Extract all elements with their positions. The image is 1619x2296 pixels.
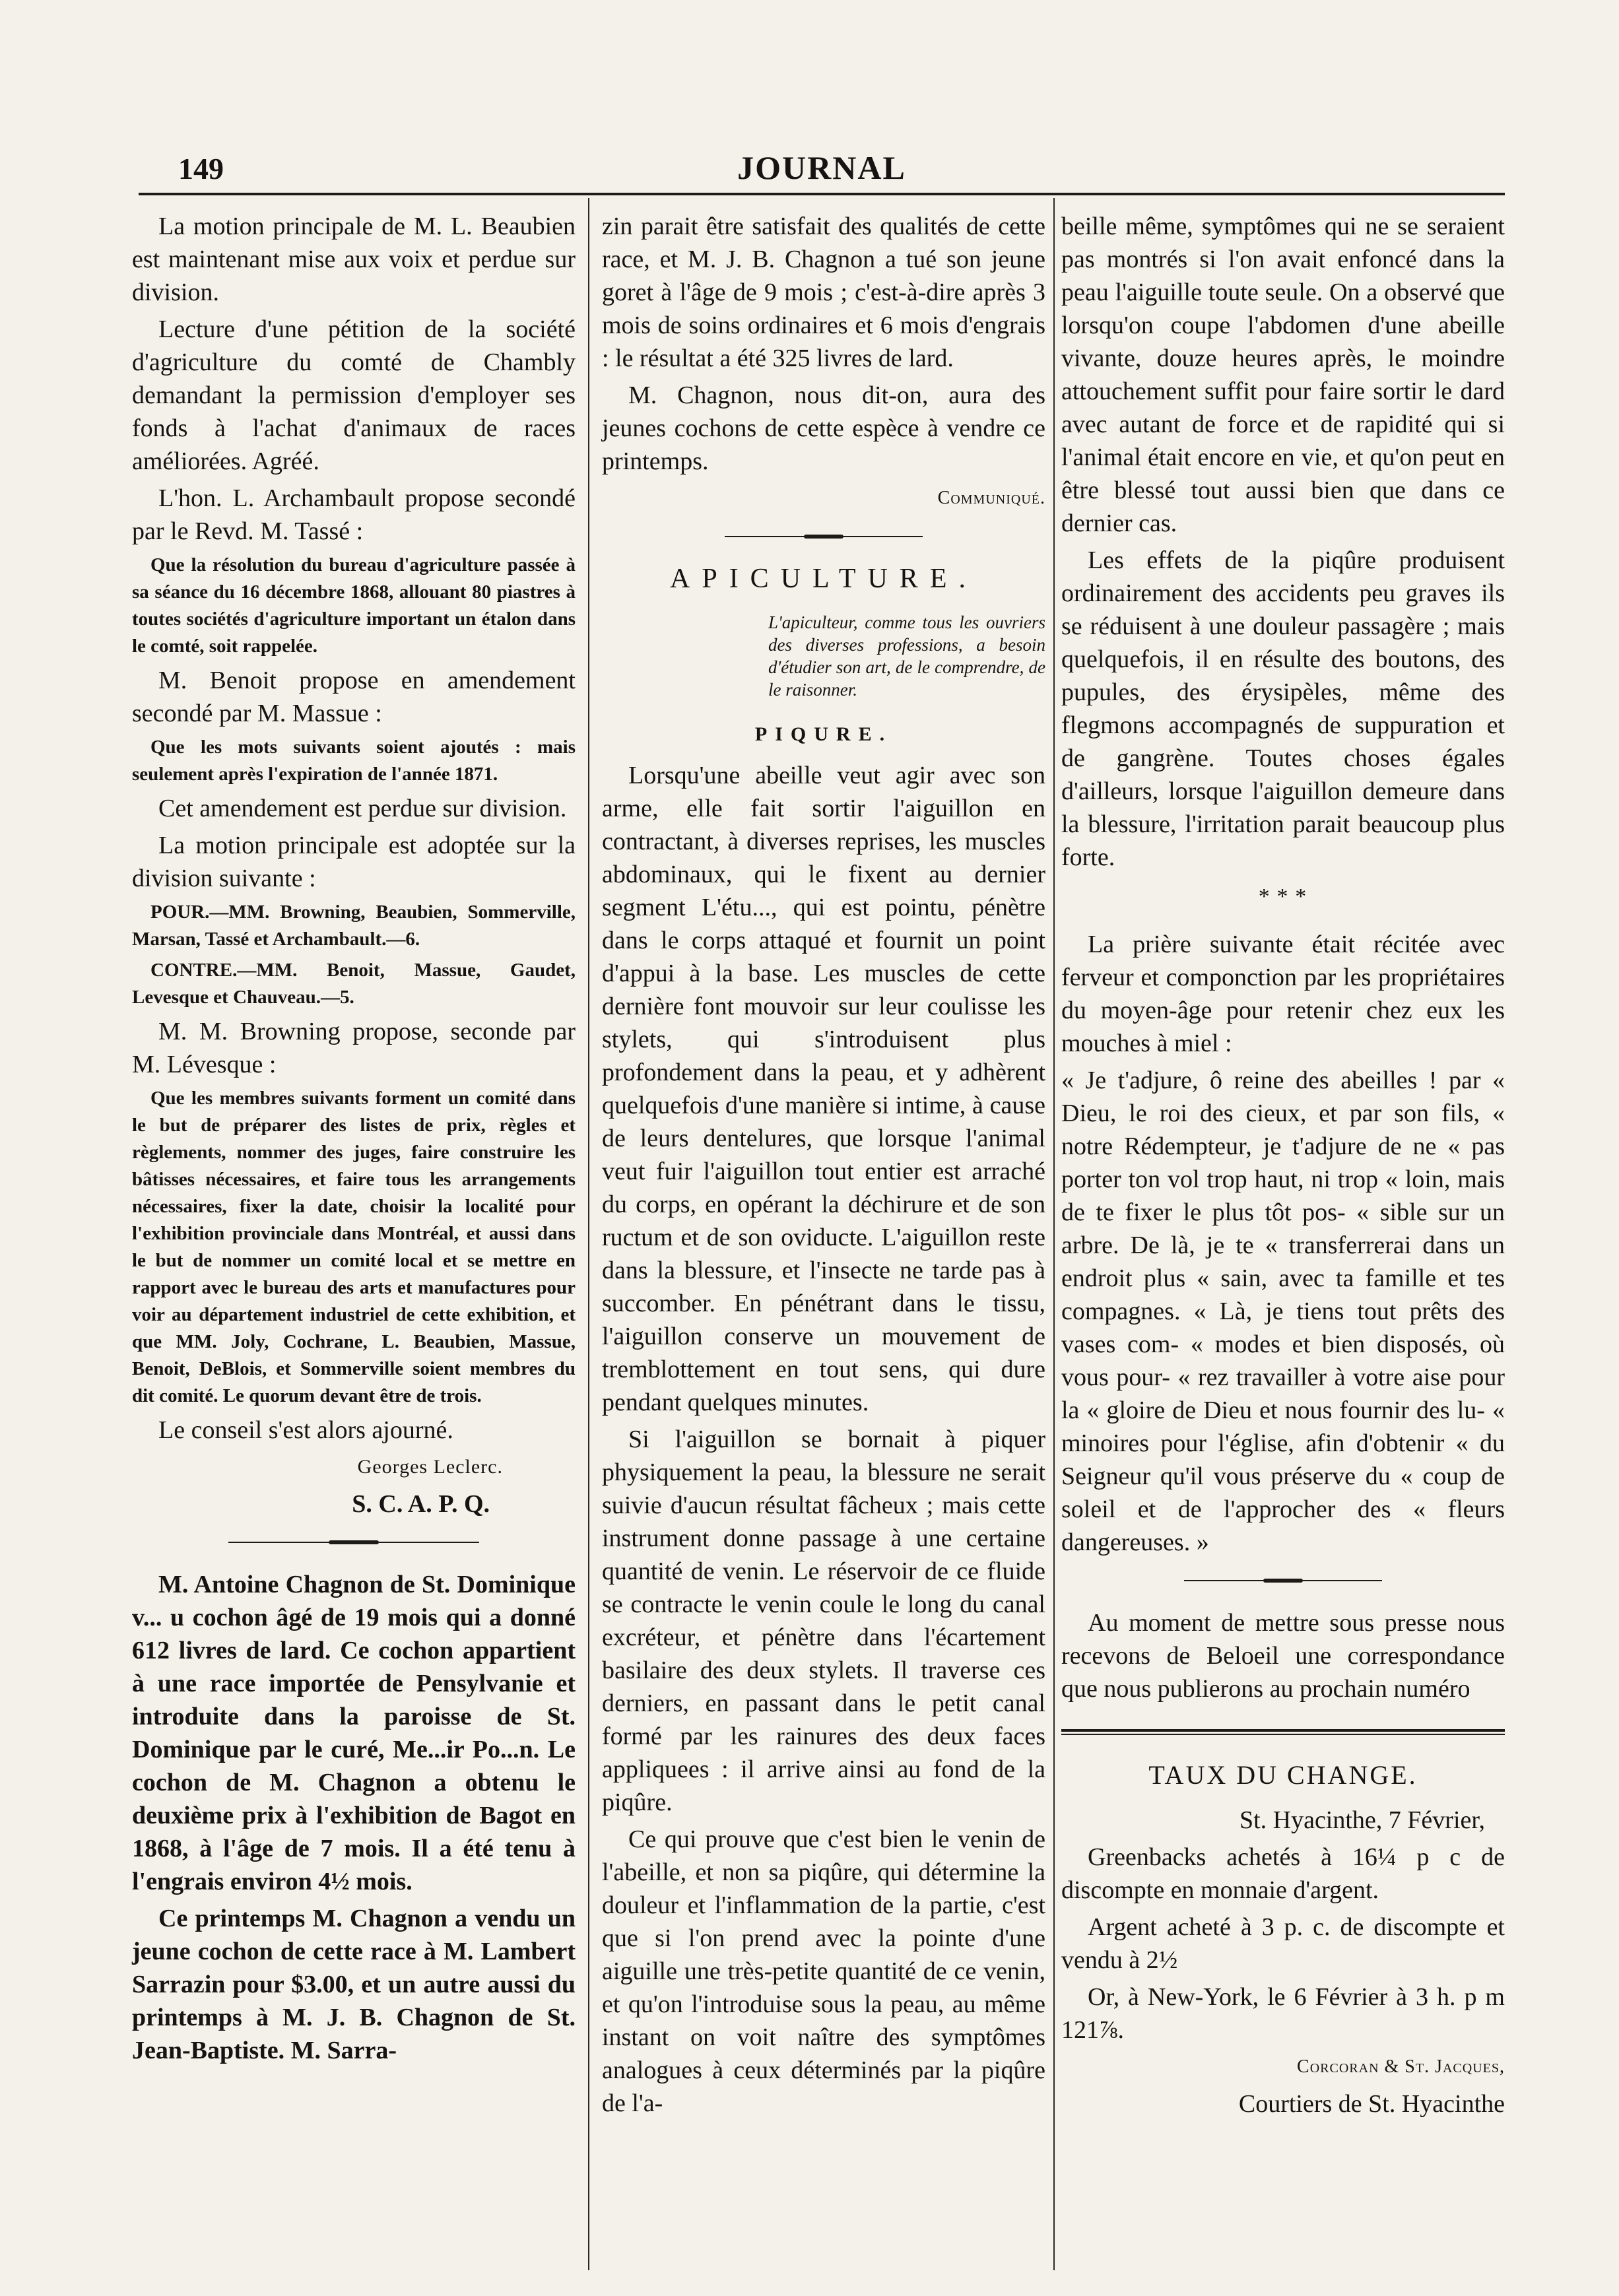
paragraph: Les effets de la piqûre produisent ordinairement des accidents peu graves ils se réduisent à une douleur passagère ; mais quelquefois, il en résulte des boutons, des pupules, des érysipèles, même des flegmons accompagnés de suppuration et de gangrène. Toutes choses égales d'ailleurs, lorsque l'aiguillon demeure dans la blessure, l'irritation parait beaucoup plus forte. [1061,546,1505,871]
section-title: APICULTURE. [670,564,977,594]
subhead: PIQURE. [754,723,893,745]
paragraph: La motion principale de M. L. Beaubien est maintenant mise aux voix et perdue sur division. [132,213,576,306]
paragraph: La prière suivante était récitée avec ferveur et componction par les propriétaires du moyen-âge pour retenir chez eux les mouches à miel : [1061,931,1505,1057]
exchange-title: TAUX DU CHANGE. [1148,1760,1418,1790]
running-head: JOURNAL [737,149,906,186]
paragraph: Ce qui prouve que c'est bien le venin de l'abeille, et non sa piqûre, qui détermine la douleur et l'inflammation de la partie, c'est que si l'on prend avec la pointe d'une aiguille une très-petite quantité de ce venin, et qu'on l'introduise sous la peau, au même instant on voit naître des symptômes analogues à ceux déterminés par la piqûre de l'a- [602,1825,1045,2117]
section-divider [228,1540,479,1544]
paragraph: Cet amendement est perdue sur division. [158,795,567,822]
brokers-name: Corcoran & St. Jacques, [1297,2056,1505,2077]
exchange-rate: Greenbacks achetés à 16¼ p c de discompte en monnaie d'argent. [1061,1843,1505,1904]
amendment-text: Que les mots suivants soient ajoutés : mais seulement après l'expiration de l'année 1871. [132,737,576,785]
double-rule [1061,1729,1505,1735]
column-3 [1061,210,1505,2124]
paragraph: Lecture d'une pétition de la société d'agriculture du comté de Chambly demandant la permission d'employer ses fonds à l'achat d'animaux de races améliorées. Agréé. [132,315,576,475]
section-divider [725,535,923,539]
committee-resolution: Que les membres suivants forment un comité dans le but de préparer des listes de prix, règles et règlements, nommer des juges, faire construire les bâtisses nécessaires, et faire tous les arrangements nécessaires, fixer la date, choisir la localité pour l'exhibition provinciale dans Montréal, et aussi dans le but de nommer un comité local et se mettre en rapport avec le bureau des arts et manufactures pour voir au département industriel de cette exhibition, et que MM. Joly, Cochrane, L. Beaubien, Massue, Benoit, DeBlois, et Sommerville soient membres du dit comité. Le quorum devant être de trois. [132,1088,576,1406]
resolution-text: Que la résolution du bureau d'agriculture passée à sa séance du 16 décembre 1868, allouant 80 piastres à toutes sociétés d'agriculture important un étalon dans le comté, soit rappelée. [132,554,576,657]
column-1 [132,210,576,2071]
paragraph: L'hon. L. Archambault propose secondé par le Revd. M. Tassé : [132,484,576,545]
paragraph: La motion principale est adoptée sur la division suivante : [132,832,576,892]
vote-pour: POUR.—MM. Browning, Beaubien, Sommerville, Marsan, Tassé et Archambault.—6. [132,902,576,950]
vote-contre: CONTRE.—MM. Benoit, Massue, Gaudet, Levesque et Chauveau.—5. [132,960,576,1008]
asterism: * * * [1258,884,1308,909]
column-rule [588,198,589,2270]
exchange-rate: Argent acheté à 3 p. c. de discompte et vendu à 2½ [1061,1913,1505,1974]
exchange-rate: Or, à New-York, le 6 Février à 3 h. p m 121⅞. [1061,1983,1505,2044]
signature-name: Georges Leclerc. [357,1456,503,1478]
dateline: St. Hyacinthe, 7 Février, [1239,1806,1485,1834]
paragraph: Lorsqu'une abeille veut agir avec son arme, elle fait sortir l'aiguillon en contractant, à diverses reprises, les muscles abdominaux, qui le fixent au dernier segment L'étu..., qui est pointu, pénètre dans le corps attaqué et fournit un point d'appui à la base. Les muscles de cette dernière font mouvoir sur leur coulisse les stylets, qui s'introduisent plus profondement dans la peau, et y adhèrent quelquefois d'une manière si intime, à cause de leurs dentelures, que lorsque l'animal veut fuir l'aiguillon tout entier est arraché du corps, en opérant la déchirure et de son ructum et de son oviducte. L'aiguillon reste dans la blessure, et l'insecte ne tarde pas à succomber. En pénétrant dans le tissu, l'aiguillon conserve un mouvement de tremblottement en tout sens, qui dure pendant quelques minutes. [602,762,1045,1416]
paragraph: zin parait être satisfait des qualités de cette race, et M. J. B. Chagnon a tué son jeune goret à l'âge de 9 mois ; c'est-à-dire après 3 mois de soins ordinaires et 6 mois d'engrais : le résultat a été 325 livres de lard. [602,213,1045,372]
header-rule [139,193,1505,195]
signature-title: S. C. A. P. Q. [352,1490,490,1518]
prayer-quote: « Je t'adjure, ô reine des abeilles ! par « Dieu, le roi des cieux, et par son fils, « notre Rédempteur, je t'adjure de ne « pas porter ton vol trop haut, ni trop « loin, mais de te fixer le plus tôt pos- « sible sur un arbre. De là, je te « transferrerai dans un endroit plus « sain, avec ta famille et tes compagnes. « Là, je tiens tout prêts des vases com- « modes et bien disposés, où vous pour- « rez travailler à votre aise pour la « gloire de Dieu et nous fournir des lu- « minoires pour l'église, afin d'obtenir « du Seigneur qu'il vous préserve du « coup de soleil et de l'approcher des « fleurs dangereuses. » [1061,1066,1505,1556]
column-2 [602,210,1045,2124]
page-number: 149 [178,152,224,185]
paragraph: beille même, symptômes qui ne se seraient pas montrés si l'on avait enfoncé dans la peau l'aiguille toute seule. On a observé que lorsqu'on coupe l'abdomen d'une abeille vivante, douze heures après, le moindre attouchement suffit pour faire sortir le dard avec autant de force et de rapidité qui si l'animal était encore en vie, et qu'on peut en être blessé tout aussi bien que dans ce dernier cas. [1061,213,1505,537]
paragraph: M. M. Browning propose, seconde par M. Lévesque : [132,1018,576,1078]
paragraph: Ce printemps M. Chagnon a vendu un jeune cochon de cette race à M. Lambert Sarrazin pour $3.00, et un autre aussi du printemps à M. J. B. Chagnon de St. Jean-Baptiste. M. Sarra- [132,1905,576,2064]
paragraph: M. Chagnon, nous dit-on, aura des jeunes cochons de cette espèce à vendre ce printemps. [602,381,1045,475]
epigraph: L'apiculteur, comme tous les ouvriers des diverses professions, a besoin d'étudier son art, de le comprendre, de le raisonner. [768,612,1045,700]
section-divider [1184,1579,1382,1583]
paragraph: M. Benoit propose en amendement secondé par M. Massue : [132,667,576,727]
paragraph: M. Antoine Chagnon de St. Dominique v... u cochon âgé de 19 mois qui a donné 612 livres de lard. Ce cochon appartient à une race importée de Pensylvanie et introduite dans la paroisse de St. Dominique par le curé, Me...ir Po...n. Le cochon de M. Chagnon a obtenu le deuxième prix à l'exhibition de Bagot en 1868, à l'âge de 7 mois. Il a été tenu à l'engrais environ 4½ mois. [132,1571,576,1895]
paragraph: Le conseil s'est alors ajourné. [158,1416,453,1444]
brokers-title: Courtiers de St. Hyacinthe [1238,2090,1505,2118]
column-rule [1053,198,1055,2270]
communique-credit: Communiqué. [937,488,1045,508]
paragraph: Si l'aiguillon se bornait à piquer physiquement la peau, la blessure ne serait suivie d'aucun résultat fâcheux ; mais cette instrument donne passage à une certaine quantité de venin. Le réservoir de ce fluide se contracte le venin coule le long du canal excréteur, et pénètre dans l'écartement basilaire des deux stylets. Il traverse ces derniers, en passant dans le petit canal formé par les rainures des deux faces appliquees : il arrive ainsi au fond de la piqûre. [602,1426,1045,1816]
paragraph: Au moment de mettre sous presse nous recevons de Beloeil une correspondance que nous publierons au prochain numéro [1061,1609,1505,1703]
